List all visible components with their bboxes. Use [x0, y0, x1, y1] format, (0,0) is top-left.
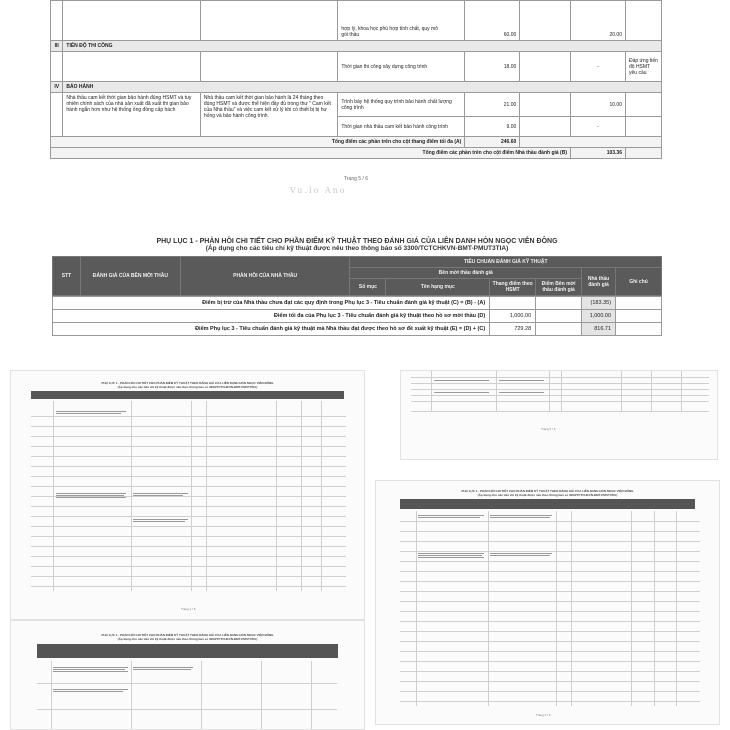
table-row: [53, 297, 662, 310]
evaluator-comment-cell: Nhà thầu cam kết thời gian bảo hành đúng HSMT và tuy nhiên chính sách của nhà sản xuất đã xuất thi gian bảo hành ngắn hơn như hệ thống ống đồng cấp hách: [63, 93, 200, 137]
note-cell: Đáp ứng tiến độ HSMT yêu cầu: [626, 52, 662, 82]
page-thumbnail-3: [400, 370, 718, 460]
summary-header-table: [52, 256, 662, 296]
max-points-cell: 60.00: [465, 1, 520, 41]
evaluation-table-top: [50, 0, 662, 159]
section-title: BẢO HÀNH: [63, 82, 662, 93]
thumbnail-title: PHỤ LỤC 1 - PHẢN HỒI CHI TIẾT CHO PHẦN ĐIỂM KỸ THUẬT THEO ĐÁNH GIÁ CỦA LIÊN DANH HÒN NGỌC VIỄN ĐÔNG: [101, 633, 274, 637]
section-heading-row: [51, 82, 662, 93]
awarded-cell: 10.00: [571, 93, 626, 117]
table-row: [53, 323, 662, 336]
total-label: Tổng điểm các phần trên cho cột thang điểm tối đa (A): [51, 137, 465, 148]
summary-value: 816.71: [582, 323, 616, 336]
criterion-cell: Thời gian nhà thầu cam kết bảo hành công trình: [338, 117, 465, 137]
awarded-cell: -: [571, 52, 626, 82]
thumbnail-subtitle: (Áp dụng cho các tiêu chí kỹ thuật được nêu theo thông báo số 3300/TCTCHKVN-BMT-PMUT3TIA): [117, 385, 258, 389]
criterion-cell: Thời gian thi công xây dựng công trình: [338, 52, 465, 82]
criterion-cell: hợp lý, khoa học phù hợp tính chất, quy mô gói thầu: [338, 1, 465, 41]
summary-value: [536, 297, 582, 310]
total-row: [51, 148, 662, 159]
awarded-cell: 20.00: [571, 1, 626, 41]
table-row: [51, 93, 662, 117]
summary-value: [536, 323, 582, 336]
criterion-cell: Trình bày hệ thống quy trình bảo hành chất lượng công trình: [338, 93, 465, 117]
max-points-cell: 9.00: [465, 117, 520, 137]
thumbnail-page-number: Trang 1 / 6: [181, 607, 196, 611]
page-thumbnail-4: [375, 480, 720, 725]
max-points-cell: 18.00: [465, 52, 520, 82]
column-header: Bên mời thầu đánh giá: [350, 268, 582, 279]
document-page-summary: [52, 238, 662, 348]
thumbnail-title: PHỤ LỤC 1 - PHẢN HỒI CHI TIẾT CHO PHẦN ĐIỂM KỸ THUẬT THEO ĐÁNH GIÁ CỦA LIÊN DANH HÒN NGỌC VIỄN ĐÔNG: [461, 489, 634, 493]
awarded-cell: -: [571, 117, 626, 137]
summary-value: 729.28: [490, 323, 536, 336]
summary-value: 1,000.00: [582, 310, 616, 323]
contractor-response-cell: Nhà thầu cam kết thời gian bảo hành là 24 tháng theo đúng HSMT và được thể hiện đầy đủ trong thư " Cam kết của Nhà thầu" và việc cam kết xử lý khi có thiết bị bị hư hỏng và bảo hành công trình.: [200, 93, 337, 137]
summary-table: [52, 296, 662, 336]
section-heading-row: [51, 41, 662, 52]
table-row: [53, 310, 662, 323]
appendix-title: PHỤ LỤC 1 - PHẢN HỒI CHI TIẾT CHO PHẦN ĐIỂM KỸ THUẬT THEO ĐÁNH GIÁ CỦA LIÊN DANH HÒN NGỌC VIỄN ĐÔNG: [156, 238, 558, 245]
column-header: Tên hạng mục: [386, 279, 490, 296]
summary-value: 1,000.00: [490, 310, 536, 323]
column-header: TIÊU CHUẨN ĐÁNH GIÁ KỸ THUẬT: [350, 257, 662, 268]
page-thumbnail-1: [10, 370, 365, 620]
table-row: [51, 1, 662, 41]
thumbnail-subtitle: (Áp dụng cho các tiêu chí kỹ thuật được nêu theo thông báo số 3300/TCTCHKVN-BMT-PMUT3TIA): [117, 637, 258, 641]
thumbnail-title: PHỤ LỤC 1 - PHẢN HỒI CHI TIẾT CHO PHẦN ĐIỂM KỸ THUẬT THEO ĐÁNH GIÁ CỦA LIÊN DANH HÒN NGỌC VIỄN ĐÔNG: [101, 381, 274, 385]
summary-value: (183.35): [582, 297, 616, 310]
section-title: TIẾN ĐỘ THI CÔNG: [63, 41, 662, 52]
section-number: IV: [51, 82, 63, 93]
thumbnail-page-number: Trang 3 / 6: [541, 427, 556, 431]
column-header: STT: [53, 257, 81, 296]
summary-label: Điểm bị trừ của Nhà thầu chưa đạt các quy định trong Phụ lục 3 - Tiêu chuẩn đánh giá kỹ thuật (C) = (B) - (A): [53, 297, 490, 310]
section-number: III: [51, 41, 63, 52]
column-header: Điểm Bên mời thầu đánh giá: [536, 279, 582, 296]
page-thumbnail-2: [10, 620, 365, 730]
thumbnail-table-header: [31, 391, 344, 399]
total-value: 103.36: [571, 148, 626, 159]
thumbnail-table-header: [400, 499, 695, 509]
thumbnail-table-header: [37, 644, 338, 658]
summary-label: Điểm Phụ lục 3 - Tiêu chuẩn đánh giá kỹ thuật mà Nhà thầu đạt được theo hồ sơ đề xuất kỹ thuật (E) = (D) + (C): [53, 323, 490, 336]
column-header: PHẢN HỒI CỦA NHÀ THẦU: [180, 257, 350, 296]
total-value: 246.60: [465, 137, 520, 148]
column-header: Số mục: [350, 279, 386, 296]
page-number: Trang 5 / 6: [344, 176, 368, 182]
thumbnail-page-number: Trang 2 / 6: [536, 713, 551, 717]
document-page-top: [50, 0, 662, 200]
summary-value: [536, 310, 582, 323]
max-points-cell: 21.00: [465, 93, 520, 117]
summary-label: Điểm tối đa của Phụ lục 3 - Tiêu chuẩn đánh giá kỹ thuật theo hồ sơ mời thầu (D): [53, 310, 490, 323]
total-label: Tổng điểm các phần trên cho cột điểm Nhà thầu đánh giá (B): [51, 148, 571, 159]
column-header: ĐÁNH GIÁ CỦA BÊN MỜI THẦU: [80, 257, 180, 296]
column-header: Thang điểm theo HSMT: [490, 279, 536, 296]
handwritten-signature: Vu.lo Ano: [290, 186, 347, 195]
table-row: [51, 52, 662, 82]
column-header: Nhà thầu đánh giá: [582, 268, 616, 296]
total-row: [51, 137, 662, 148]
summary-value: [490, 297, 536, 310]
thumbnail-subtitle: (Áp dụng cho các tiêu chí kỹ thuật được nêu theo thông báo số 3300/TCTCHKVN-BMT-PMUT3TIA): [477, 493, 618, 497]
column-header: Ghi chú: [616, 268, 662, 296]
appendix-subtitle: (Áp dụng cho các tiêu chí kỹ thuật được nêu theo thông báo số 3300/TCTCHKVN-BMT-PMUT3TIA): [205, 245, 509, 252]
